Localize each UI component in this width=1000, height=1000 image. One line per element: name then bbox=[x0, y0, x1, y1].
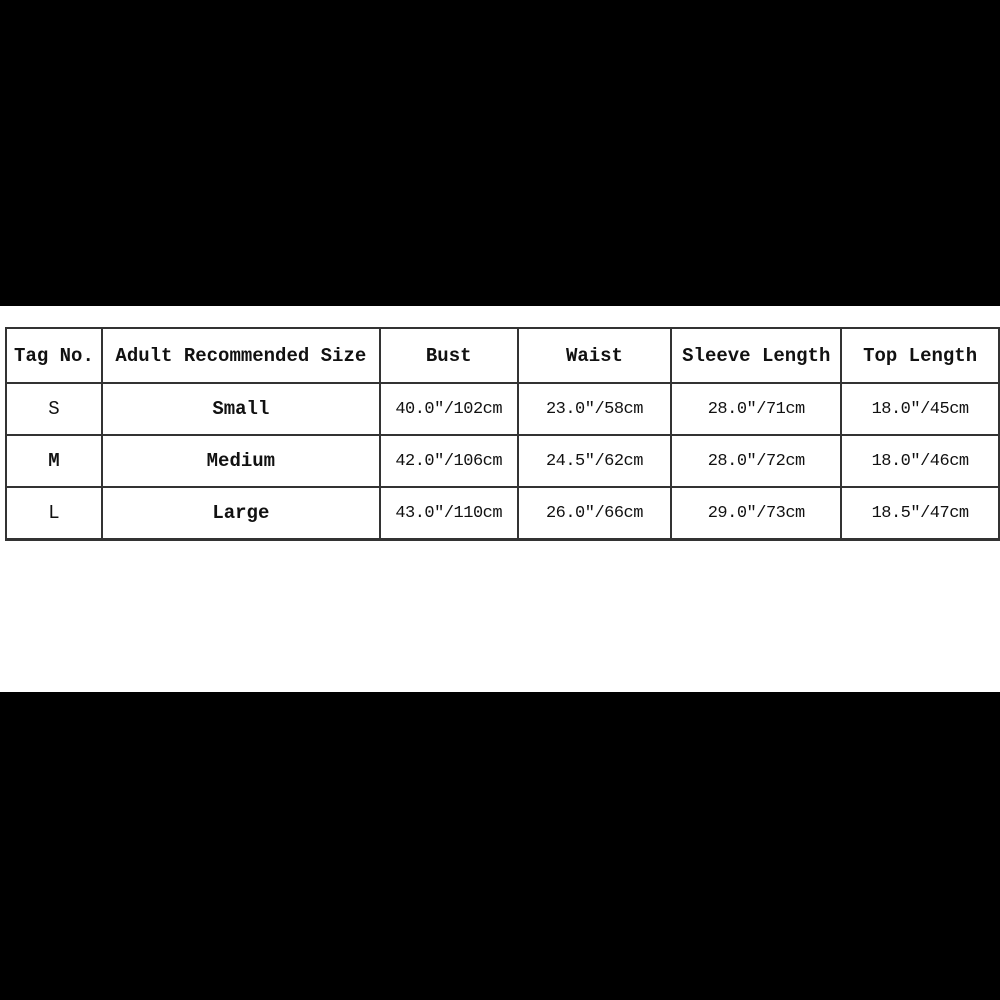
header-adult-recommended-size: Adult Recommended Size bbox=[102, 328, 380, 383]
sleeve-length-cell: 28.0"/72cm bbox=[671, 435, 841, 487]
top-black-band bbox=[0, 0, 1000, 306]
waist-cell: 26.0"/66cm bbox=[518, 487, 672, 540]
sleeve-length-cell: 28.0"/71cm bbox=[671, 383, 841, 435]
bottom-black-band bbox=[0, 692, 1000, 1000]
top-length-cell: 18.0"/45cm bbox=[841, 383, 999, 435]
table-row bbox=[6, 487, 999, 540]
waist-cell: 23.0"/58cm bbox=[518, 383, 672, 435]
tag-cell: S bbox=[6, 383, 102, 435]
bust-cell: 43.0"/110cm bbox=[380, 487, 518, 540]
header-bust: Bust bbox=[380, 328, 518, 383]
size-cell: Small bbox=[102, 383, 380, 435]
top-length-cell: 18.5"/47cm bbox=[841, 487, 999, 540]
header-tag-no: Tag No. bbox=[6, 328, 102, 383]
tag-cell: L bbox=[6, 487, 102, 540]
header-top-length: Top Length bbox=[841, 328, 999, 383]
table-header-row bbox=[6, 328, 999, 383]
waist-cell: 24.5"/62cm bbox=[518, 435, 672, 487]
bust-cell: 40.0"/102cm bbox=[380, 383, 518, 435]
table-row bbox=[6, 435, 999, 487]
tag-cell: M bbox=[6, 435, 102, 487]
size-cell: Large bbox=[102, 487, 380, 540]
top-length-cell: 18.0"/46cm bbox=[841, 435, 999, 487]
sleeve-length-cell: 29.0"/73cm bbox=[671, 487, 841, 540]
bust-cell: 42.0"/106cm bbox=[380, 435, 518, 487]
header-sleeve-length: Sleeve Length bbox=[671, 328, 841, 383]
size-chart-table bbox=[5, 327, 1000, 541]
table-row bbox=[6, 383, 999, 435]
size-cell: Medium bbox=[102, 435, 380, 487]
header-waist: Waist bbox=[518, 328, 672, 383]
